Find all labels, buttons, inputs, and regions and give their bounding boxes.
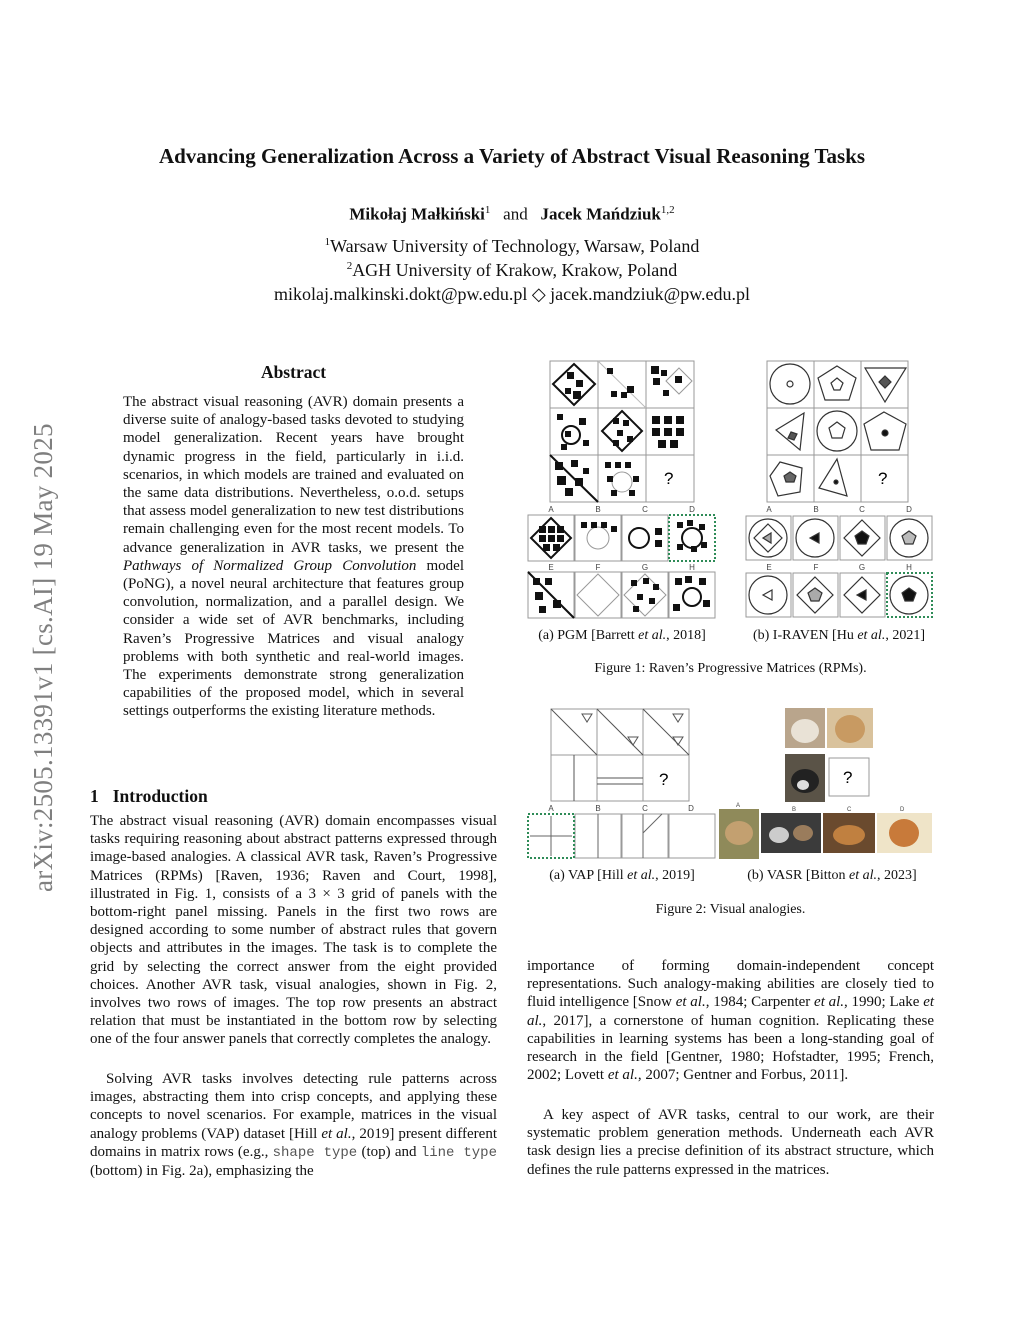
pgm-label-e: E (548, 563, 554, 572)
iraven-label-e: E (766, 563, 772, 572)
iraven-label-h: H (906, 563, 912, 572)
fig1a-caption: (a) PGM [Barrett et al., 2018] (538, 628, 706, 643)
author-1-affil: 1 (484, 204, 491, 216)
iraven-label-c: C (859, 505, 865, 514)
vap-label-d: D (688, 804, 694, 813)
pgm-question-mark: ? (664, 469, 674, 488)
vasr-label-c: C (847, 807, 852, 813)
iraven-label-g: G (858, 563, 866, 572)
vasr-label-b: B (792, 807, 797, 813)
iraven-label-f: F (813, 563, 819, 572)
fig1b-caption: (b) I-RAVEN [Hu et al., 2021] (752, 628, 925, 643)
vasr-question-mark: ? (843, 768, 853, 787)
vap-label-c: C (642, 804, 648, 813)
arxiv-margin-note: arXiv:2505.13391v1 [cs.AI] 19 May 2025 (28, 423, 58, 892)
figure-1-caption: Figure 1: Raven’s Progressive Matrices (RPMs). (594, 661, 867, 676)
right-paragraph-1: importance of forming domain-independent concept representations. Such analogy-making abilities are closely tied to fluid intelligence [Snow et al., 1984; Carpenter et al., 1990; Lake et al., 2017], a cornerstone of human cognition. Replicating these capabilities in learning systems has been a long-standing goal of research in the field [Gentner, 1980; Hofstadter, 1995; French, 2002; Lovett et al., 2007; Gentner and Forbus, 2011]. (527, 958, 935, 1084)
figure-2a-vap (527, 705, 717, 860)
fig2b-caption: (b) VASR [Bitton et al., 2023] (747, 868, 917, 883)
vasr-graphic (717, 705, 934, 860)
vap-label-a: A (548, 804, 554, 813)
author-2: Jacek Mańdziuk (540, 204, 661, 224)
iraven-label-d: D (906, 505, 912, 514)
iraven-question-mark: ? (878, 469, 888, 488)
figure-1b-iraven (744, 358, 934, 598)
vap-question-mark: ? (659, 770, 669, 789)
pgm-label-b: B (595, 505, 601, 514)
author-2-affil: 1,2 (660, 204, 675, 216)
iraven-label-a: A (766, 505, 772, 514)
affiliation-1: $^1$Warsaw University of Technology, Warsaw, Poland (324, 236, 700, 256)
abstract-body: The abstract visual reasoning (AVR) domain presents a diverse suite of analogy-based tasks devoted to studying model generalization. Recent years have brought dynamic progress in the field, particularly in i.i.d. scenarios, in which models are trained and evaluated on the same data distributions. Nevertheless, o.o.d. setups that assess model generalization to new test distributions remain challenging even for the most recent models. To advance generalization in AVR tasks, we present the Pathways of Normalized Group Convolution model (PoNG), a novel neural architecture that features group convolution, normalization, and a parallel design. We consider a wide set of AVR benchmarks, including Raven’s Progressive Matrices and visual analogy problems with both synthetic and real-world images. The experiments demonstrate strong generalization capabilities of the proposed model, which in several settings outperforms the existing literature methods. (123, 394, 464, 720)
pgm-label-f: F (595, 563, 601, 572)
pgm-label-a: A (548, 505, 554, 514)
fig2a-caption: (a) VAP [Hill et al., 2019] (549, 868, 695, 883)
right-paragraph-2: A key aspect of AVR tasks, central to our work, are their systematic problem generation methods. Underneath each AVR task design lies a precise definition of its abstract structure, which defines the rule patterns expressed in the matrices. (527, 1107, 934, 1178)
figure-2-caption: Figure 2: Visual analogies. (655, 902, 806, 917)
figure-1a-pgm (527, 358, 717, 598)
vasr-label-d: D (900, 807, 905, 813)
iraven-answer-row-2 (744, 570, 934, 620)
affiliation-2: $^2$AGH University of Krakow, Krakow, Poland (346, 260, 678, 280)
pgm-matrix-graphic (527, 358, 717, 598)
intro-heading: 1 Introduction (90, 786, 208, 806)
vasr-label-a: A (736, 803, 741, 809)
iraven-matrix-graphic (744, 358, 934, 598)
pgm-answer-row-2-graphic (527, 570, 717, 620)
paper-title: Advancing Generalization Across a Variety of Abstract Visual Reasoning Tasks (158, 144, 866, 168)
pgm-label-g: G (641, 563, 649, 572)
pgm-answer-row-2 (527, 570, 717, 620)
iraven-answer-row-2-graphic (744, 570, 934, 620)
pgm-label-d: D (689, 505, 695, 514)
abstract-heading: Abstract (260, 362, 327, 382)
vap-label-b: B (595, 804, 601, 813)
pgm-label-h: H (689, 563, 695, 572)
author-line (0, 204, 1024, 225)
emails: mikolaj.malkinski.dokt@pw.edu.pl ◇ jacek.mandziuk@pw.edu.pl (273, 284, 751, 304)
intro-paragraph-1: The abstract visual reasoning (AVR) domain encompasses visual tasks requiring reasoning about abstract patterns expressed through image-based analogies. A classical AVR task, Raven’s Progressive Matrices (RPMs) [Raven, 1936; Raven and Court, 1998], illustrated in Fig. 1, consists of a 3 × 3 grid of panels with the bottom-right panel missing. Panels in the first two rows are designed according to some number of abstract rules that govern objects and attributes in the images. The task is to complete the grid by selecting the correct answer from the eight provided choices. Another AVR task, visual analogies, shown in Fig. 2, involves two rows of images. The top row presents an abstract relation that must be instantiated in the bottom row by selecting one of the four answer panels that correctly completes the analogy. (90, 813, 497, 1048)
pgm-label-c: C (642, 505, 648, 514)
author-1: Mikołaj Małkiński (349, 204, 485, 224)
figure-2b-vasr (717, 705, 934, 860)
intro-paragraph-2: Solving AVR tasks involves detecting rule patterns across images, abstracting them into crisp concepts, and applying these concepts to novel scenarios. For example, matrices in the visual analogy problems (VAP) dataset [Hill et al., 2019] present different domains in matrix rows (e.g., shape type (top) and line type (bottom) in Fig. 2a), emphasizing the (90, 1071, 497, 1180)
author-and: and (503, 204, 528, 224)
iraven-label-b: B (813, 505, 819, 514)
vap-graphic (527, 705, 717, 860)
